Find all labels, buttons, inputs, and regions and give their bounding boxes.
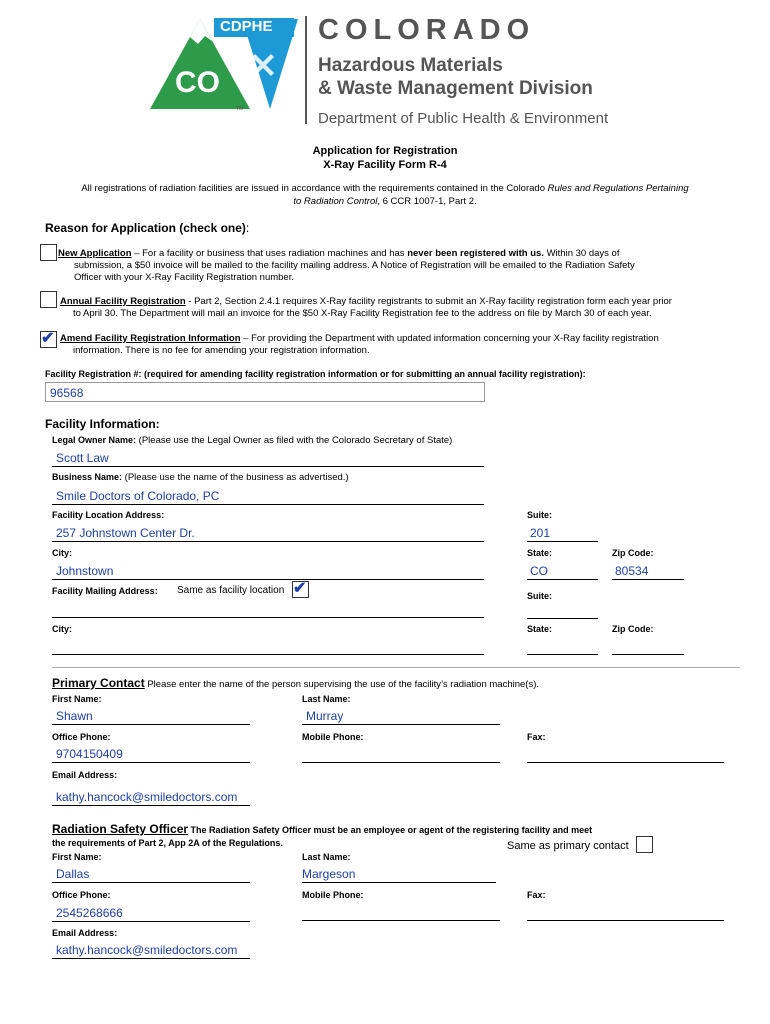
suite-value: 201 [530,526,551,540]
rso-fax-label: Fax: [527,890,546,900]
state-value: CO [530,564,548,578]
zip-label: Zip Code: [612,548,654,558]
zip-value: 80534 [615,564,649,578]
facility-heading: Facility Information: [45,417,160,431]
mailing-address-field[interactable] [52,601,484,618]
mail-suite-field[interactable] [527,602,598,619]
mail-city-label: City: [52,624,72,634]
legal-owner-label: Legal Owner Name: (Please use the Legal Owner as filed with the Colorado Secretary of State) [52,435,453,446]
amend-registration-text: Amend Facility Registration Information – For providing the Department with updated information concerning your X-Ray facility registration information. There is no fee for amending your registration information. [60,333,659,356]
rso-office-value: 2545268666 [56,906,123,920]
new-application-text: New Application – For a facility or business that uses radiation machines and has never been registered with us. Within 30 days of submission, a $50 invoice will be mailed to the facility mailing address. A Notice of Registration will be emailed to the Radiation Safety Officer with your X-Ray Facility Registration number. [58,248,635,283]
rso-first-label: First Name: [52,852,102,862]
form-title [0,144,770,172]
new-application-checkbox[interactable] [40,244,57,261]
reason-heading: Reason for Application (check one): [45,221,250,235]
legal-owner-field[interactable] [52,450,484,467]
primary-contact-heading: Primary Contact Please enter the name of the person supervising the use of the facility’s radiation machine(s). [52,676,539,690]
primary-office-field[interactable] [52,746,250,763]
mail-suite-label: Suite: [527,591,553,601]
mail-city-field[interactable] [52,638,484,655]
primary-last-label: Last Name: [302,694,351,704]
mail-zip-field[interactable] [612,638,684,655]
suite-label: Suite: [527,510,553,520]
primary-email-label: Email Address: [52,770,118,780]
rso-same-checkbox[interactable] [636,836,653,853]
mail-state-field[interactable] [527,638,598,655]
annual-registration-text: Annual Facility Registration - Part 2, Section 2.4.1 requires X-Ray facility registrants to submit an X-Ray facility registration form each year prior to April 30. The Department will mail an invoice for the $50 X-Ray Facility Registration fee to the address on file by March 30 of each year. [60,296,672,319]
rso-mobile-label: Mobile Phone: [302,890,364,900]
registration-number-field[interactable] [45,382,485,402]
rso-last-field[interactable] [302,866,496,883]
zip-field[interactable] [612,563,684,580]
primary-first-value: Shawn [56,709,93,723]
amend-registration-checkbox[interactable] [40,331,57,348]
rso-email-label: Email Address: [52,928,118,938]
same-as-location-checkbox[interactable] [292,581,309,598]
business-name-value: Smile Doctors of Colorado, PC [56,489,220,503]
header-division-1: Hazardous Materials [318,55,503,76]
primary-mobile-label: Mobile Phone: [302,732,364,742]
annual-registration-checkbox[interactable] [40,291,57,308]
primary-first-label: First Name: [52,694,102,704]
location-address-label: Facility Location Address: [52,510,165,520]
primary-mobile-field[interactable] [302,746,500,763]
title-line-1: Application for Registration [312,145,458,157]
amend-registration-label: Amend Facility Registration Information [60,333,241,344]
location-address-field[interactable] [52,525,484,542]
rso-last-value: Margeson [302,867,356,881]
header-divider [305,16,307,124]
intro-italic-2: to Radiation Control [293,196,378,207]
rso-last-label: Last Name: [302,852,351,862]
header-state: COLORADO [318,14,536,46]
business-name-label: Business Name: (Please use the name of the business as advertised.) [52,472,349,483]
primary-fax-field[interactable] [527,746,724,763]
primary-first-field[interactable] [52,708,250,725]
rso-heading: Radiation Safety Officer The Radiation Safety Officer must be an employee or agent of the registering facility and meet [52,822,593,836]
mail-state-label: State: [527,624,553,634]
rso-mobile-field[interactable] [302,904,500,921]
same-as-location-label: Same as facility location [177,585,285,596]
business-name-field[interactable] [52,488,484,505]
primary-office-label: Office Phone: [52,732,111,742]
primary-office-value: 9704150409 [56,747,123,761]
new-application-label: New Application [58,248,132,259]
state-field[interactable] [527,563,598,580]
rso-first-field[interactable] [52,866,250,883]
primary-fax-label: Fax: [527,732,546,742]
rso-email-field[interactable] [52,942,250,959]
same-location-check-icon: ✔ [293,580,307,597]
rso-email-value: kathy.hancock@smiledoctors.com [56,943,238,957]
rso-office-field[interactable] [52,905,250,922]
header-division-2: & Waste Management Division [318,78,593,99]
rso-office-label: Office Phone: [52,890,111,900]
suite-field[interactable] [527,525,598,542]
registration-number-value: 96568 [50,386,84,400]
location-address-value: 257 Johnstown Center Dr. [56,526,195,540]
primary-last-value: Murray [306,709,344,723]
annual-registration-label: Annual Facility Registration [60,296,186,307]
mail-zip-label: Zip Code: [612,624,654,634]
title-line-2: X-Ray Facility Form R-4 [323,159,447,171]
city-field[interactable] [52,563,484,580]
rso-note-2: the requirements of Part 2, App 2A of the Regulations. [52,838,283,848]
city-label: City: [52,548,72,558]
amend-check-icon: ✔ [41,330,55,347]
intro-italic: Rules and Regulations Pertaining [547,183,689,194]
primary-last-field[interactable] [302,708,500,725]
rso-same-label: Same as primary contact [507,840,629,852]
legal-owner-value: Scott Law [56,451,109,465]
logo-badge-text: CDPHE [220,18,273,35]
logo-co-text: CO [175,66,220,99]
primary-email-field[interactable] [52,789,250,806]
rso-first-value: Dallas [56,867,90,881]
logo [150,14,300,114]
primary-email-value: kathy.hancock@smiledoctors.com [56,790,238,804]
intro-a: All registrations of radiation facilities are issued in accordance with the requirements contained in the Colorado [81,183,548,194]
section-divider [52,667,740,668]
mailing-address-label: Facility Mailing Address: [52,586,158,596]
state-label: State: [527,548,553,558]
logo-tm-text: TM [236,106,244,112]
header-department: Department of Public Health & Environment [318,110,609,127]
registration-number-label: Facility Registration #: (required for amending facility registration information or for submitting an annual facility registration): [45,369,586,379]
city-value: Johnstown [56,564,114,578]
rso-fax-field[interactable] [527,904,724,921]
intro-rest: , 6 CCR 1007-1, Part 2. [377,196,477,207]
intro-text [0,182,770,208]
